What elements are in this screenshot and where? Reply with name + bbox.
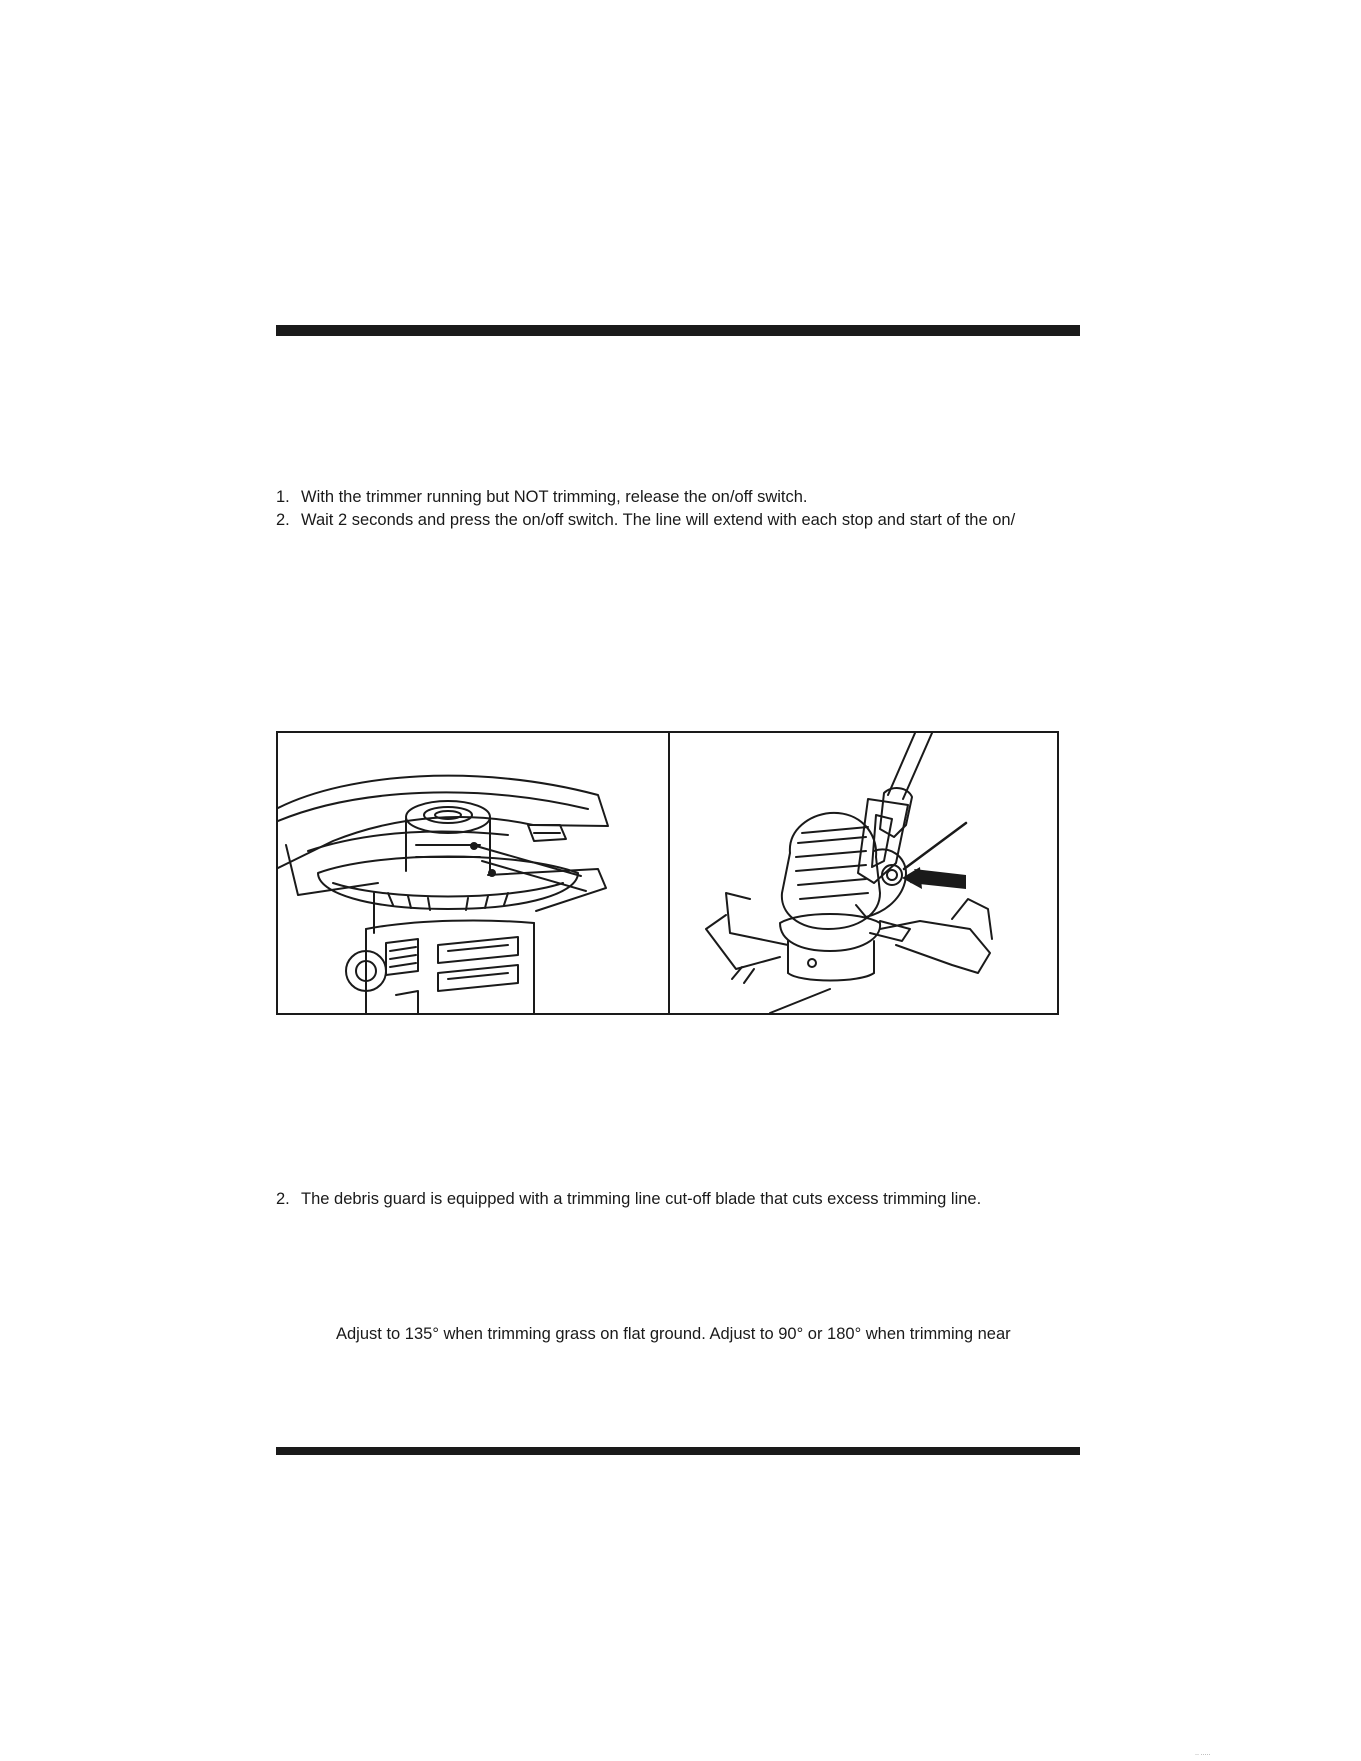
header-rule [276, 325, 1080, 336]
instruction-step-1 [276, 487, 808, 507]
angle-text: Adjust to 135° when trimming grass on flat ground. Adjust to 90° or 180° when trimming near [336, 1325, 1011, 1343]
instruction-step-2 [276, 510, 1015, 530]
angle-adjustment-note [336, 1324, 1011, 1344]
figure-trimmer-illustrations [276, 731, 1059, 1015]
step-number: 2. [276, 511, 290, 529]
step-text: Wait 2 seconds and press the on/off switch. The line will extend with each stop and start of the on/ [301, 511, 1016, 529]
trimmer-spool-head-icon [278, 733, 668, 1013]
footer-rule [276, 1447, 1080, 1455]
footer-mark: ·· ····· [1195, 1752, 1211, 1758]
step-text: With the trimmer running but NOT trimming, release the on/off switch. [301, 488, 808, 506]
step-text: The debris guard is equipped with a trimming line cut-off blade that cuts excess trimming line. [301, 1190, 982, 1208]
step-number: 1. [276, 488, 290, 506]
trimmer-motor-housing-icon [670, 733, 1057, 1013]
step-number: 2. [276, 1190, 290, 1208]
debris-guard-note [276, 1189, 981, 1209]
